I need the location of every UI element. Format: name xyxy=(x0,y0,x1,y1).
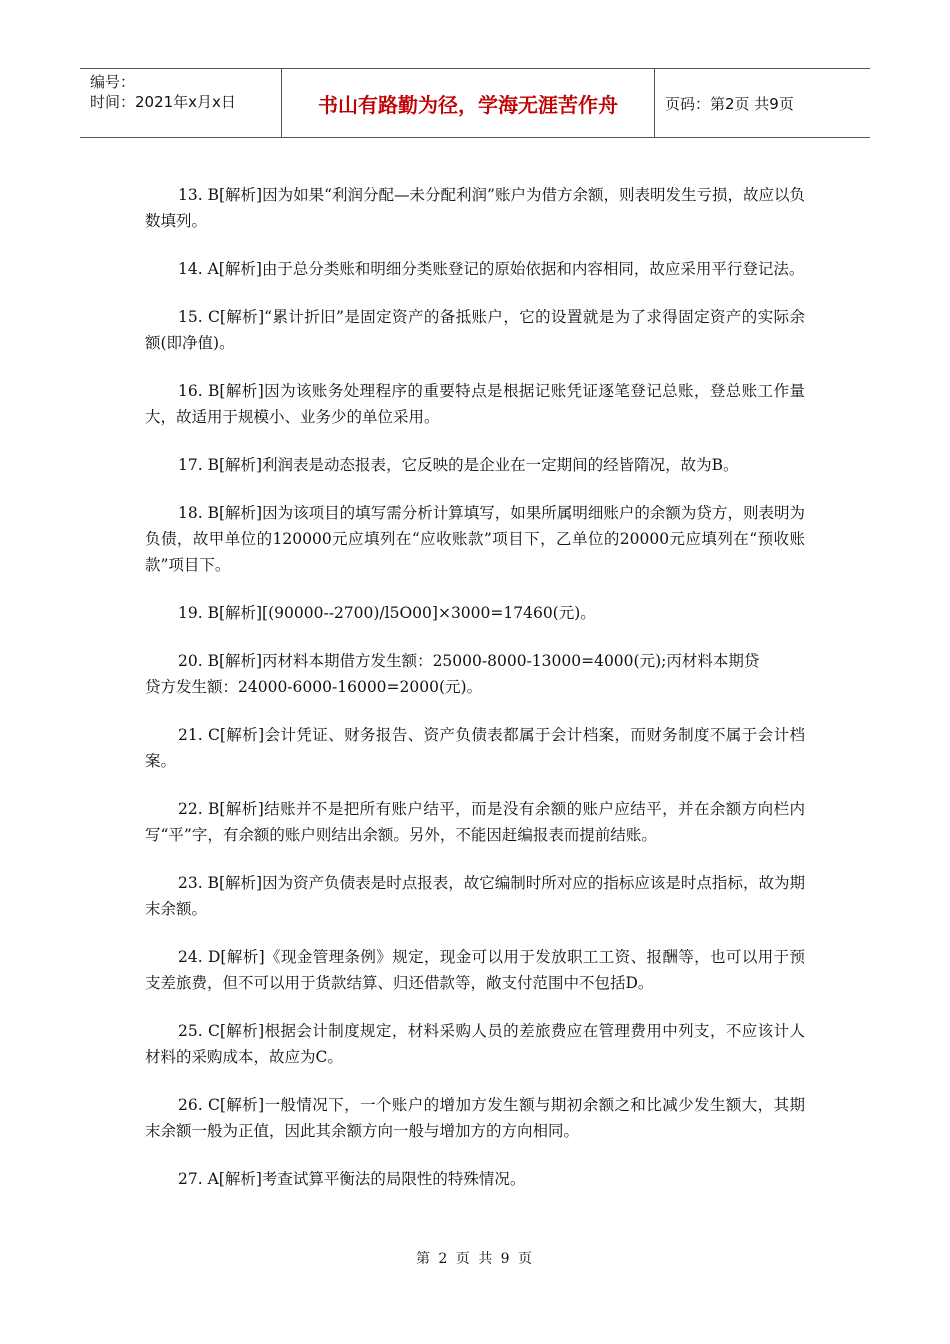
answer-paragraph-27: 27. A[解析]考查试算平衡法的局限性的特殊情况。 xyxy=(178,1170,526,1188)
document-time-label: 时间：2021年x月x日 xyxy=(90,93,236,111)
answer-paragraph-25: 25. C[解析]根据会计制度规定，材料采购人员的差旅费应在管理费用中列支，不应该计人材料的采购成本，故应为C。 xyxy=(145,1022,805,1066)
answer-paragraph-13: 13. B[解析]因为如果“利润分配—未分配利润”账户为借方余额，则表明发生亏损，故应以负数填列。 xyxy=(145,186,805,230)
document-number-label: 编号： xyxy=(90,73,136,91)
answer-paragraph-18: 18. B[解析]因为该项目的填写需分析计算填写，如果所属明细账户的余额为贷方，则表明为负债，故甲单位的120000元应填列在“应收账款”项目下，乙单位的20000元应填列在“预收账款”项目下。 xyxy=(145,504,805,574)
page-header xyxy=(80,68,870,138)
header-motto: 书山有路勤为径，学海无涯苦作舟 xyxy=(282,69,655,137)
answer-paragraph-23: 23. B[解析]因为资产负债表是时点报表，故它编制时所对应的指标应该是时点指标，故为期末余额。 xyxy=(145,874,805,918)
answer-paragraph-26: 26. C[解析]一般情况下，一个账户的增加方发生额与期初余额之和比减少发生额大，其期末余额一般为正值，因此其余额方向一般与增加方的方向相同。 xyxy=(145,1096,805,1140)
header-page-info: 页码：第2页 共9页 xyxy=(665,94,794,113)
answer-paragraph-17: 17. B[解析]利润表是动态报表，它反映的是企业在一定期间的经皆隋况，故为B。 xyxy=(178,456,739,474)
answer-paragraph-19: 19. B[解析][(90000--2700)/l5O00]×3000=17460(元)。 xyxy=(178,604,596,622)
answer-paragraph-16: 16. B[解析]因为该账务处理程序的重要特点是根据记账凭证逐笔登记总账，登总账工作量大，故适用于规模小、业务少的单位采用。 xyxy=(145,382,805,426)
answer-paragraph-15: 15. C[解析]“累计折旧”是固定资产的备抵账户，它的设置就是为了求得固定资产的实际余额(即净值)。 xyxy=(145,308,805,352)
answer-paragraph-22: 22. B[解析]结账并不是把所有账户结平，而是没有余额的账户应结平，并在余额方向栏内写“平”字，有余额的账户则结出余额。另外，不能因赶编报表而提前结账。 xyxy=(145,800,805,844)
header-meta xyxy=(80,69,282,137)
document-body xyxy=(145,182,805,1214)
answer-paragraph-24: 24. D[解析]《现金管理条例》规定，现金可以用于发放职工工资、报酬等，也可以用于预支差旅费，但不可以用于货款结算、归还借款等，敞支付范围中不包括D。 xyxy=(145,948,805,992)
answer-paragraph-21: 21. C[解析]会计凭证、财务报告、资产负债表都属于会计档案，而财务制度不属于会计档案。 xyxy=(145,726,805,770)
answer-paragraph-20: 20. B[解析]丙材料本期借方发生额：25000-8000-13000=4000(元);丙材料本期贷 贷方发生额：24000-6000-16000=2000(元)。 xyxy=(145,652,760,696)
page-footer: 第 2 页 共 9 页 xyxy=(415,1251,535,1267)
answer-paragraph-14: 14. A[解析]由于总分类账和明细分类账登记的原始依据和内容相同，故应采用平行登记法。 xyxy=(178,260,805,278)
